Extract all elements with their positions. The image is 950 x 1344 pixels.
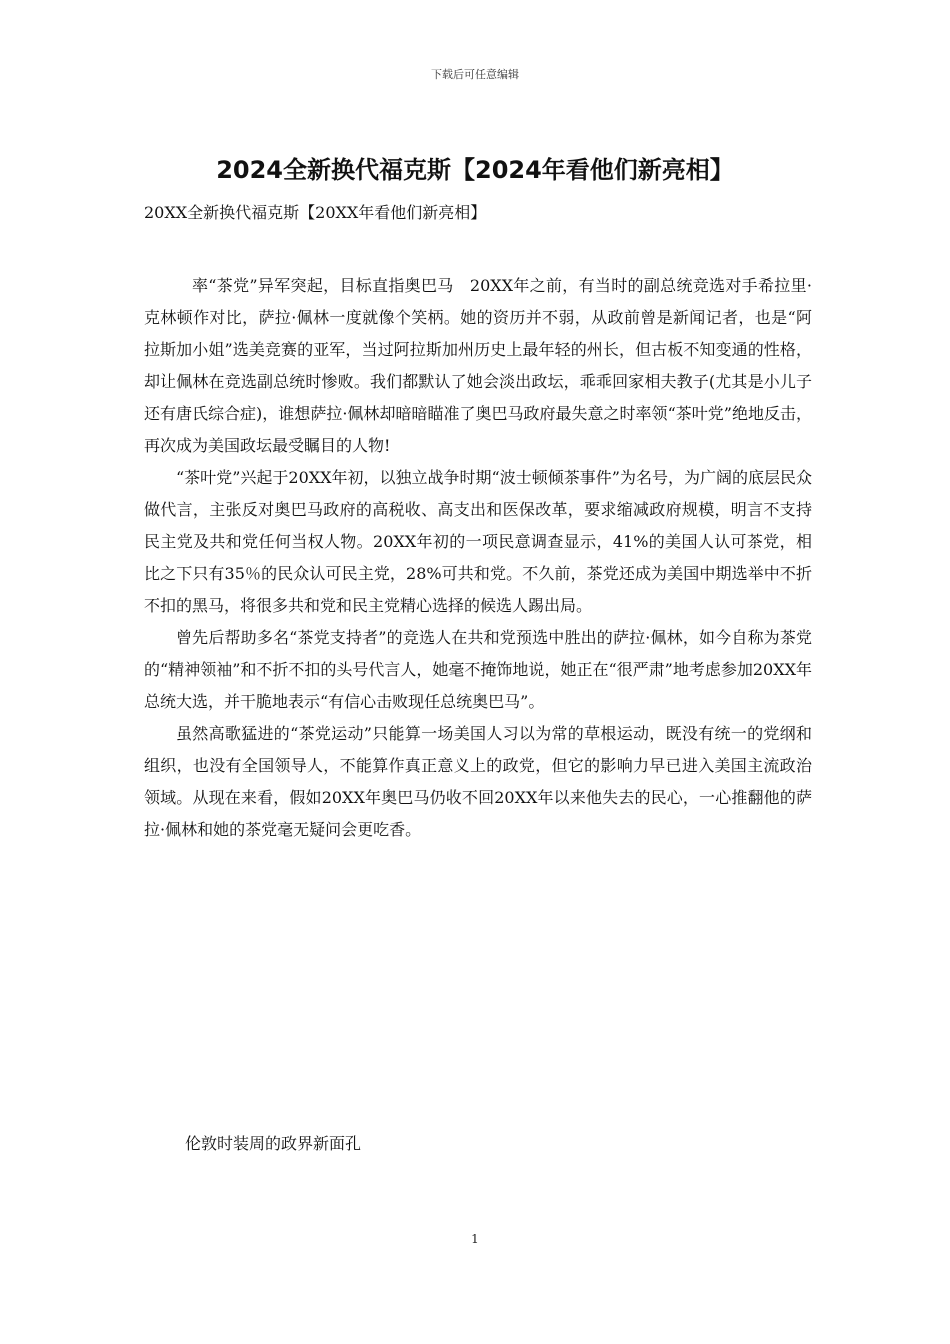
page-header: 下载后可任意编辑	[431, 68, 519, 81]
body-paragraph-3: 曾先后帮助多名“茶党支持者”的竞选人在共和党预选中胜出的萨拉·佩林，如今自称为茶党的“精神领袖”和不折不扣的头号代言人，她毫不掩饰地说，她正在“很严肃”地考虑参加20XX年总统大选，并干脆地表示“有信心击败现任总统奥巴马”。	[144, 628, 812, 711]
body-paragraph-1: 率“茶党”异军突起，目标直指奥巴马 20XX年之前，有当时的副总统竞选对手希拉里·克林顿作对比，萨拉·佩林一度就像个笑柄。她的资历并不弱，从政前曾是新闻记者，也是“阿拉斯加小姐”选美竞赛的亚军，当过阿拉斯加州历史上最年轻的州长，但古板不知变通的性格，却让佩林在竞选副总统时惨败。我们都默认了她会淡出政坛，乖乖回家相夫教子(尤其是小儿子还有唐氏综合症)，谁想萨拉·佩林却暗暗瞄准了奥巴马政府最失意之时率领“茶叶党”绝地反击，再次成为美国政坛最受瞩目的人物!	[144, 276, 812, 455]
body-paragraph-4: 虽然高歌猛进的“茶党运动”只能算一场美国人习以为常的草根运动，既没有统一的党纲和组织，也没有全国领导人，不能算作真正意义上的政党，但它的影响力早已进入美国主流政治领域。从现在来看，假如20XX年奥巴马仍收不回20XX年以来他失去的民心，一心推翻他的萨拉·佩林和她的茶党毫无疑问会更吃香。	[144, 724, 812, 839]
document-body	[144, 270, 812, 846]
section-heading-london-fashion-week: 伦敦时装周的政界新面孔	[185, 1134, 362, 1153]
page-number: 1	[471, 1232, 479, 1246]
document-title: 2024全新换代福克斯【2024年看他们新亮相】	[216, 156, 734, 184]
body-paragraph-2: “茶叶党”兴起于20XX年初，以独立战争时期“波士顿倾茶事件”为名号，为广阔的底层民众做代言，主张反对奥巴马政府的高税收、高支出和医保改革，要求缩减政府规模，明言不支持民主党及共和党任何当权人物。20XX年初的一项民意调查显示，41%的美国人认可茶党，相比之下只有35％的民众认可民主党，28%可共和党。不久前，茶党还成为美国中期选举中不折不扣的黑马，将很多共和党和民主党精心选择的候选人踢出局。	[144, 468, 812, 615]
document-subtitle: 20XX全新换代福克斯【20XX年看他们新亮相】	[144, 203, 487, 222]
